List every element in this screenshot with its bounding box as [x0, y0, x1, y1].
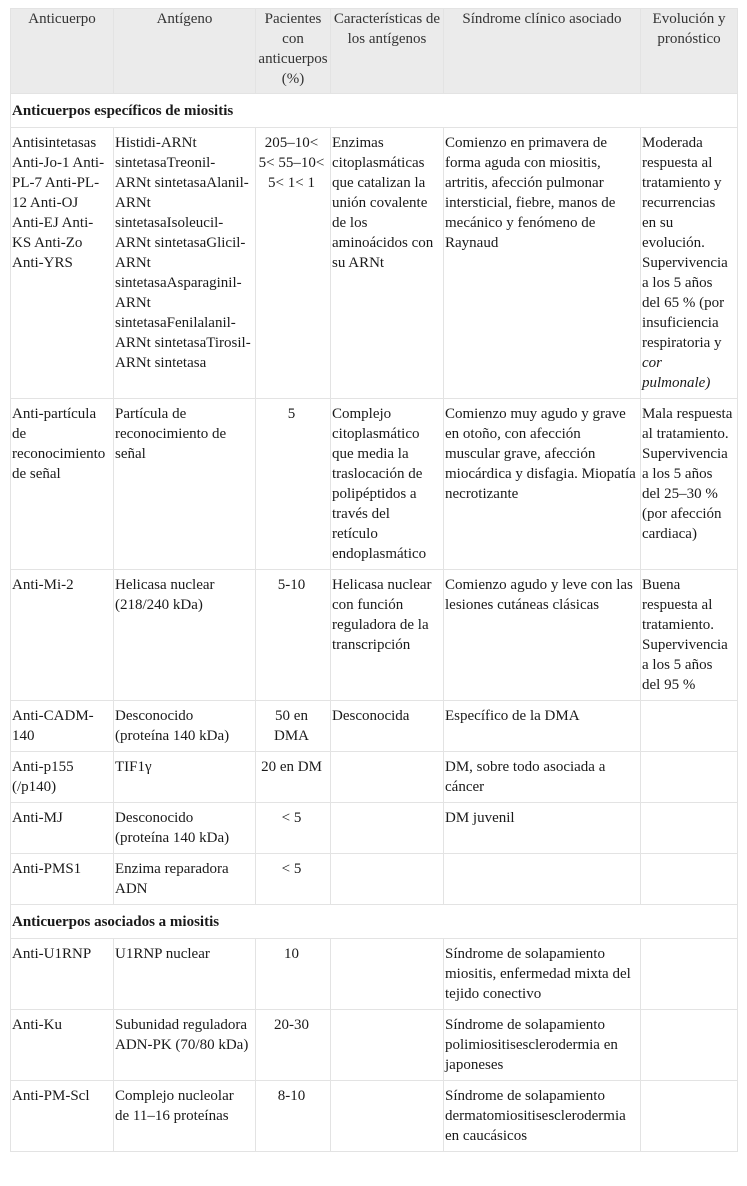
- table-row: [11, 128, 738, 399]
- cell-patients: < 5: [256, 803, 331, 854]
- cell-antigen: TIF1γ: [114, 752, 256, 803]
- header-pacientes: Pacientes con anticuerpos (%): [256, 9, 331, 94]
- cell-antigen: Enzima reparadora ADN: [114, 854, 256, 905]
- cell-antibody: Anti-Mi-2: [11, 570, 114, 701]
- cell-evolution: [641, 701, 738, 752]
- cell-characteristics: Enzimas citoplasmáticas que catalizan la unión covalente de los aminoácidos con su ARNt: [331, 128, 444, 399]
- cell-syndrome: Comienzo muy agudo y grave en otoño, con afección muscular grave, afección miocárdica y disfagia. Miopatía necrotizante: [444, 399, 641, 570]
- cell-characteristics: Complejo citoplasmático que media la traslocación de polipéptidos a través del retículo endoplasmático: [331, 399, 444, 570]
- cell-characteristics: [331, 854, 444, 905]
- cell-patients: 8-10: [256, 1081, 331, 1152]
- cell-antigen: Histidi-ARNt sintetasaTreonil-ARNt sintetasaAlanil-ARNt sintetasaIsoleucil-ARNt sintetasaGlicil-ARNt sintetasaAsparaginil-ARNt sintetasaFenilalanil-ARNt sintetasaTirosil-ARNt sintetasa: [114, 128, 256, 399]
- table-row: [11, 1010, 738, 1081]
- cell-patients: 50 en DMA: [256, 701, 331, 752]
- cell-antibody: Anti-MJ: [11, 803, 114, 854]
- table-row: [11, 570, 738, 701]
- header-caracteristicas: Características de los antígenos: [331, 9, 444, 94]
- section-row-associated: [11, 905, 738, 939]
- header-sindrome: Síndrome clínico asociado: [444, 9, 641, 94]
- cell-antibody: Antisintetasas Anti-Jo-1 Anti-PL-7 Anti-PL-12 Anti-OJ Anti-EJ Anti-KS Anti-Zo Anti-YRS: [11, 128, 114, 399]
- cell-evolution: [641, 854, 738, 905]
- cell-antigen: Desconocido (proteína 140 kDa): [114, 803, 256, 854]
- cell-patients: 10: [256, 939, 331, 1010]
- cell-evolution: [641, 803, 738, 854]
- table-row: [11, 701, 738, 752]
- cell-patients: 5: [256, 399, 331, 570]
- table-row: [11, 1081, 738, 1152]
- cell-antibody: Anti-CADM-140: [11, 701, 114, 752]
- cell-syndrome: DM juvenil: [444, 803, 641, 854]
- cell-evolution-italic: cor pulmonale): [642, 355, 711, 391]
- table-row: [11, 939, 738, 1010]
- cell-characteristics: [331, 1081, 444, 1152]
- table-row: [11, 803, 738, 854]
- cell-antibody: Anti-PMS1: [11, 854, 114, 905]
- cell-evolution-text: Moderada respuesta al tratamiento y recurrencias en su evolución. Supervivencia a los 5 años del 65 % (por insuficiencia respiratoria y: [642, 135, 728, 351]
- cell-characteristics: [331, 1010, 444, 1081]
- cell-syndrome: Síndrome de solapamiento dermatomiositisesclerodermia en caucásicos: [444, 1081, 641, 1152]
- cell-characteristics: [331, 803, 444, 854]
- cell-syndrome: DM, sobre todo asociada a cáncer: [444, 752, 641, 803]
- cell-patients: 205–10< 5< 55–10< 5< 1< 1: [256, 128, 331, 399]
- cell-patients: 20 en DM: [256, 752, 331, 803]
- cell-syndrome: [444, 854, 641, 905]
- cell-antigen: Desconocido (proteína 140 kDa): [114, 701, 256, 752]
- cell-antigen: Helicasa nuclear (218/240 kDa): [114, 570, 256, 701]
- cell-patients: 5-10: [256, 570, 331, 701]
- table-row: [11, 854, 738, 905]
- section-title-associated: Anticuerpos asociados a miositis: [11, 905, 738, 939]
- table-row: [11, 399, 738, 570]
- cell-antigen: Subunidad reguladora ADN-PK (70/80 kDa): [114, 1010, 256, 1081]
- cell-syndrome: Síndrome de solapamiento polimiositisesclerodermia en japoneses: [444, 1010, 641, 1081]
- cell-antibody: Anti-PM-Scl: [11, 1081, 114, 1152]
- cell-antibody: Anti-U1RNP: [11, 939, 114, 1010]
- cell-syndrome: Comienzo en primavera de forma aguda con miositis, artritis, afección pulmonar intersticial, fiebre, manos de mecánico y fenómeno de Raynaud: [444, 128, 641, 399]
- cell-characteristics: [331, 939, 444, 1010]
- cell-characteristics: Desconocida: [331, 701, 444, 752]
- section-row-specific: [11, 94, 738, 128]
- cell-patients: 20-30: [256, 1010, 331, 1081]
- cell-evolution: [641, 752, 738, 803]
- cell-antigen: U1RNP nuclear: [114, 939, 256, 1010]
- cell-evolution: [641, 939, 738, 1010]
- cell-syndrome: Comienzo agudo y leve con las lesiones cutáneas clásicas: [444, 570, 641, 701]
- antibody-table: [10, 8, 738, 1152]
- cell-syndrome: Específico de la DMA: [444, 701, 641, 752]
- cell-antibody: Anti-p155 (/p140): [11, 752, 114, 803]
- header-antigeno: Antígeno: [114, 9, 256, 94]
- cell-antigen: Partícula de reconocimiento de señal: [114, 399, 256, 570]
- cell-evolution: [641, 1010, 738, 1081]
- cell-evolution: [641, 128, 738, 399]
- cell-evolution: Buena respuesta al tratamiento. Supervivencia a los 5 años del 95 %: [641, 570, 738, 701]
- cell-evolution: Mala respuesta al tratamiento. Supervivencia a los 5 años del 25–30 % (por afección cardiaca): [641, 399, 738, 570]
- cell-antibody: Anti-Ku: [11, 1010, 114, 1081]
- cell-antibody: Anti-partícula de reconocimiento de señal: [11, 399, 114, 570]
- cell-syndrome: Síndrome de solapamiento miositis, enfermedad mixta del tejido conectivo: [444, 939, 641, 1010]
- cell-patients: < 5: [256, 854, 331, 905]
- cell-characteristics: [331, 752, 444, 803]
- section-title-specific: Anticuerpos específicos de miositis: [11, 94, 738, 128]
- header-evolucion: Evolución y pronóstico: [641, 9, 738, 94]
- cell-antigen: Complejo nucleolar de 11–16 proteínas: [114, 1081, 256, 1152]
- cell-characteristics: Helicasa nuclear con función reguladora de la transcripción: [331, 570, 444, 701]
- header-anticuerpo: Anticuerpo: [11, 9, 114, 94]
- table-header: [11, 9, 738, 94]
- table-row: [11, 752, 738, 803]
- cell-evolution: [641, 1081, 738, 1152]
